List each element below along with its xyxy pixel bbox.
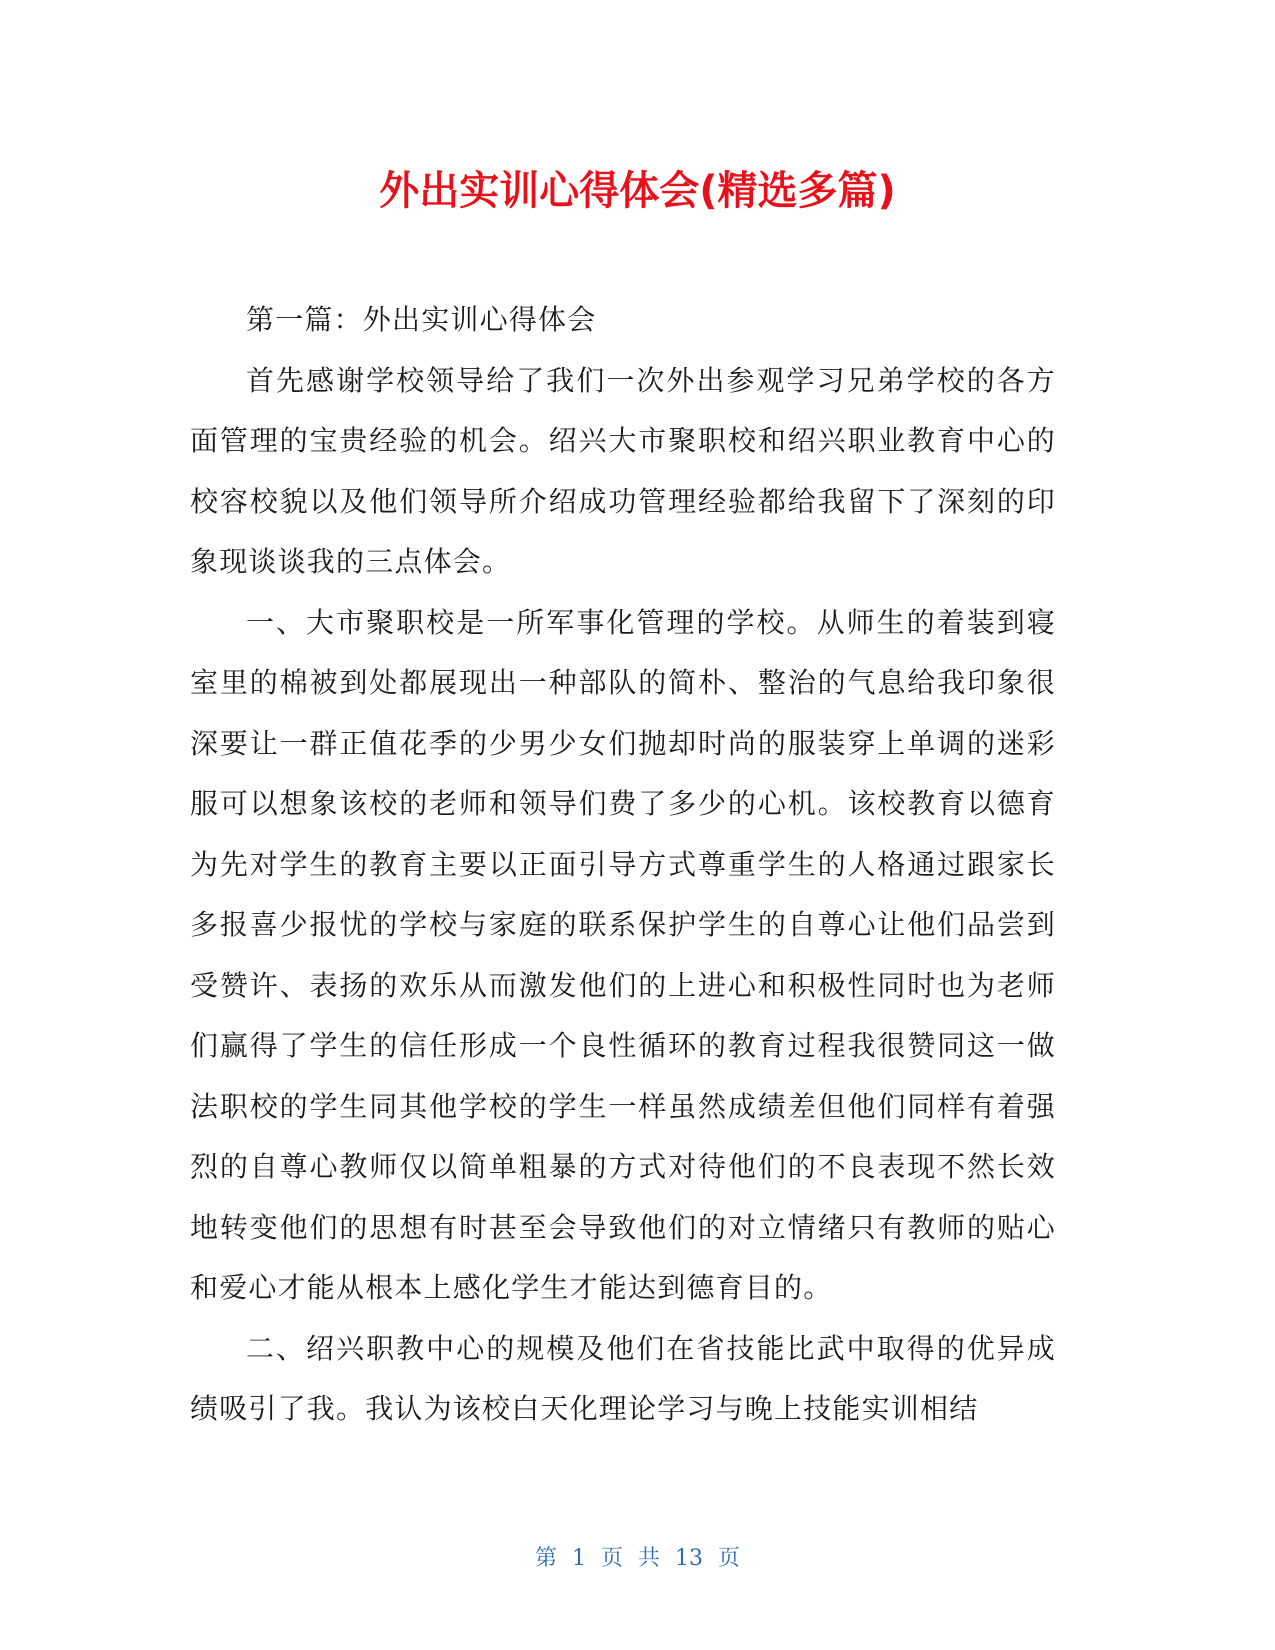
- document-title: 外出实训心得体会(精选多篇): [379, 168, 896, 214]
- document-body: [190, 290, 1056, 1440]
- body-paragraph: 一、大市聚职校是一所军事化管理的学校。从师生的着装到寝室里的棉被到处都展现出一种部队的简朴、整治的气息给我印象很深要让一群正值花季的少男少女们抛却时尚的服装穿上单调的迷彩服可以想象该校的老师和领导们费了多少的心机。该校教育以德育为先对学生的教育主要以正面引导方式尊重学生的人格通过跟家长多报喜少报忧的学校与家庭的联系保护学生的自尊心让他们品尝到受赞许、表扬的欢乐从而激发他们的上进心和积极性同时也为老师们赢得了学生的信任形成一个良性循环的教育过程我很赞同这一做法职校的学生同其他学校的学生一样虽然成绩差但他们同样有着强烈的自尊心教师仅以简单粗暴的方式对待他们的不良表现不然长效地转变他们的思想有时甚至会导致他们的对立情绪只有教师的贴心和爱心才能从根本上感化学生才能达到德育目的。: [190, 605, 1056, 1304]
- body-paragraph: 二、绍兴职教中心的规模及他们在省技能比武中取得的优异成绩吸引了我。我认为该校白天化理论学习与晚上技能实训相结: [190, 1331, 1056, 1425]
- section-heading: 第一篇：外出实训心得体会: [246, 303, 597, 336]
- body-paragraph: 首先感谢学校领导给了我们一次外出参观学习兄弟学校的各方面管理的宝贵经验的机会。绍兴大市聚职校和绍兴职业教育中心的校容校貌以及他们领导所介绍成功管理经验都给我留下了深刻的印象现谈谈我的三点体会。: [190, 363, 1056, 578]
- page-number-footer: 第 1 页 共 13 页: [535, 1546, 740, 1571]
